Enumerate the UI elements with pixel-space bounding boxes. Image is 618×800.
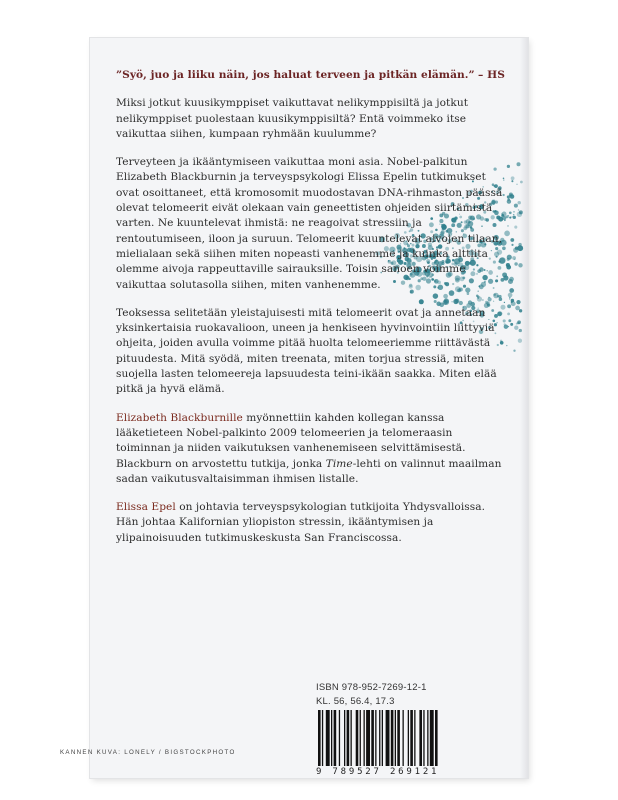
telomere-dot bbox=[514, 226, 517, 229]
telomere-dot bbox=[509, 194, 512, 197]
barcode-bar bbox=[414, 710, 415, 766]
barcode-bar bbox=[419, 710, 422, 766]
author-bio-b: -lehti on valinnut maailman sadan vaikutusvaltaisimman ihmisen listalle. bbox=[116, 457, 502, 485]
barcode-bar bbox=[391, 710, 394, 766]
telomere-dot bbox=[507, 225, 509, 227]
time-magazine: Time bbox=[325, 457, 353, 470]
paragraph-book: Teoksessa selitetään yleistajuisesti mitä telomeerit ovat ja annetaan yksinkertaisia ruokavalioon, uneen ja henkiseen hyvinvointiin liittyviä ohjeita, joiden avulla voimme pitää huolta telomeeriemme riittävästä pituudesta. Mitä syödä, miten treenata, miten torjua stressiä, miten suojella lasten telomeereja lapsuudesta teini-ikään saakka. Miten elää pitkä ja hyvä elämä. bbox=[116, 306, 497, 396]
telomere-dot bbox=[511, 176, 515, 180]
telomere-dot bbox=[517, 201, 520, 204]
barcode-bar bbox=[386, 710, 390, 766]
telomere-dot bbox=[514, 258, 516, 260]
telomere-dot bbox=[510, 238, 514, 242]
telomere-dot bbox=[506, 263, 510, 267]
barcode-bar bbox=[318, 710, 321, 766]
telomere-dot bbox=[510, 323, 513, 326]
blurb-text bbox=[116, 68, 506, 559]
isbn: ISBN 978-952-7269-12-1 bbox=[316, 682, 427, 693]
classification: KL. 56, 56.4, 17.3 bbox=[316, 696, 395, 707]
telomere-dot bbox=[509, 297, 511, 299]
telomere-dot bbox=[518, 339, 522, 343]
telomere-dot bbox=[517, 162, 521, 166]
barcode-bar bbox=[356, 710, 359, 766]
telomere-dot bbox=[511, 244, 513, 246]
barcode-bar bbox=[371, 710, 374, 766]
barcode-bar bbox=[360, 710, 361, 766]
telomere-dot bbox=[509, 211, 512, 214]
paragraph-author-epel bbox=[116, 500, 506, 546]
telomere-dot bbox=[514, 262, 517, 265]
telomere-dot bbox=[508, 279, 513, 284]
telomere-dot bbox=[509, 217, 511, 219]
isbn-block bbox=[316, 682, 488, 710]
telomere-dot bbox=[518, 263, 522, 267]
telomere-dot bbox=[516, 184, 517, 185]
telomere-dot bbox=[519, 210, 523, 214]
author-name-blackburn: Elizabeth Blackburnille bbox=[116, 411, 243, 424]
barcode-bar bbox=[395, 710, 396, 766]
author-name-epel: Elissa Epel bbox=[116, 501, 176, 514]
barcode-bar bbox=[408, 710, 409, 766]
telomere-dot bbox=[519, 309, 522, 312]
barcode-bar bbox=[331, 710, 332, 766]
book-back-cover bbox=[90, 38, 528, 778]
quote bbox=[116, 68, 506, 83]
barcode-bar bbox=[322, 710, 323, 766]
telomere-dot bbox=[507, 304, 511, 308]
barcode-bar bbox=[397, 710, 400, 766]
author-bio-a: myönnettiin kahden kollegan kanssa lääketieteen Nobel-palkinto 2009 telomeerien ja telomeraasin toiminnan ja niiden vaikutuksen vanhenemiseen selvittämisestä. Blackburn on arvostettu tutkija, jonka bbox=[116, 411, 466, 470]
barcode-bar bbox=[364, 710, 365, 766]
barcode-bar bbox=[351, 710, 352, 766]
paragraph-author-blackburn bbox=[116, 411, 506, 487]
telomere-dot bbox=[515, 306, 520, 311]
barcode-bar bbox=[339, 710, 340, 766]
barcode-bar bbox=[423, 710, 424, 766]
barcode-bar bbox=[326, 710, 330, 766]
telomere-dot bbox=[513, 216, 516, 219]
telomere-dot bbox=[513, 247, 518, 252]
telomere-dot bbox=[511, 180, 513, 182]
barcode-bar bbox=[366, 710, 370, 766]
barcode-bar bbox=[410, 710, 413, 766]
telomere-dot bbox=[507, 255, 512, 260]
quote-text: ”Syö, juo ja liiku näin, jos haluat terveen ja pitkän elämän.” bbox=[116, 69, 475, 81]
telomere-dot bbox=[509, 298, 510, 299]
telomere-dot bbox=[516, 323, 518, 325]
barcode-bar bbox=[427, 710, 428, 766]
barcode-bar bbox=[382, 710, 383, 766]
telomere-dot bbox=[506, 215, 509, 218]
telomere-dot bbox=[518, 243, 521, 246]
telomere-dot bbox=[516, 300, 520, 304]
telomere-dot bbox=[507, 165, 510, 168]
barcode-bar bbox=[344, 710, 345, 766]
barcode-bar bbox=[334, 710, 337, 766]
telomere-dot bbox=[511, 299, 515, 303]
telomere-dot bbox=[519, 329, 522, 332]
barcode bbox=[316, 710, 488, 766]
telomere-dot bbox=[508, 319, 511, 322]
barcode-bar bbox=[430, 710, 434, 766]
author-bio-epel: on johtavia terveyspsykologian tutkijoita Yhdysvalloissa. Hän johtaa Kalifornian yliopiston stressin, ikääntymisen ja ylipainoisuuden tutkimuskeskusta San Franciscossa. bbox=[116, 501, 486, 544]
cover-photo-credit: KANNEN KUVA: LONELY / BIGSTOCKPHOTO bbox=[60, 749, 236, 756]
telomere-dot bbox=[508, 293, 513, 298]
telomere-dot bbox=[513, 214, 515, 216]
telomere-dot bbox=[512, 216, 513, 217]
barcode-bar bbox=[435, 710, 438, 766]
telomere-dot bbox=[520, 181, 523, 184]
telomere-dot bbox=[508, 326, 509, 327]
barcode-bar bbox=[375, 710, 376, 766]
telomere-dot bbox=[514, 204, 518, 208]
barcode-bar bbox=[403, 710, 404, 766]
telomere-dot bbox=[513, 350, 515, 352]
barcode-bar bbox=[347, 710, 350, 766]
paragraph-intro: Miksi jotkut kuusikymppiset vaikuttavat nelikymppisiltä ja jotkut nelikymppiset puolestaan kuusikymppisiltä? Entä voimmeko itse vaikuttaa siihen, kumpaan ryhmään kuulumme? bbox=[116, 97, 468, 140]
barcode-bar bbox=[379, 710, 380, 766]
telomere-dot bbox=[507, 198, 510, 201]
paragraph-research: Terveyteen ja ikääntymiseen vaikuttaa moni asia. Nobel-palkitun Elizabeth Blackburnin ja terveyspsykologi Elissa Epelin tutkimukset ovat osoittaneet, että kromosomit muodostavan DNA-rihmaston päässä olevat telomeerit eivät olekaan vain geneettisten ohjeiden siirtämistä varten. Ne kuuntelevat ihmistä: ne reagoivat stressiin ja rentoutumiseen, iloon ja suruun. Telomeerit kuuntelevat aivojen tilaan, mielialaan sekä siihen miten nopeasti vanhenemme ja kuinka alttiita olemme aivoja rappeuttaville sairauksille. Toisin sanoen voimme vaikuttaa solutasolla siihen, miten vanhenemme. bbox=[116, 156, 503, 291]
telomere-dot bbox=[513, 211, 515, 213]
telomere-dot bbox=[514, 326, 518, 330]
barcode-number: 9 789527 269121 bbox=[316, 767, 440, 777]
telomere-dot bbox=[509, 288, 514, 293]
telomere-dot bbox=[507, 313, 510, 316]
telomere-dot bbox=[518, 209, 519, 210]
telomere-dot bbox=[506, 345, 507, 346]
quote-source: – HS bbox=[478, 69, 505, 81]
